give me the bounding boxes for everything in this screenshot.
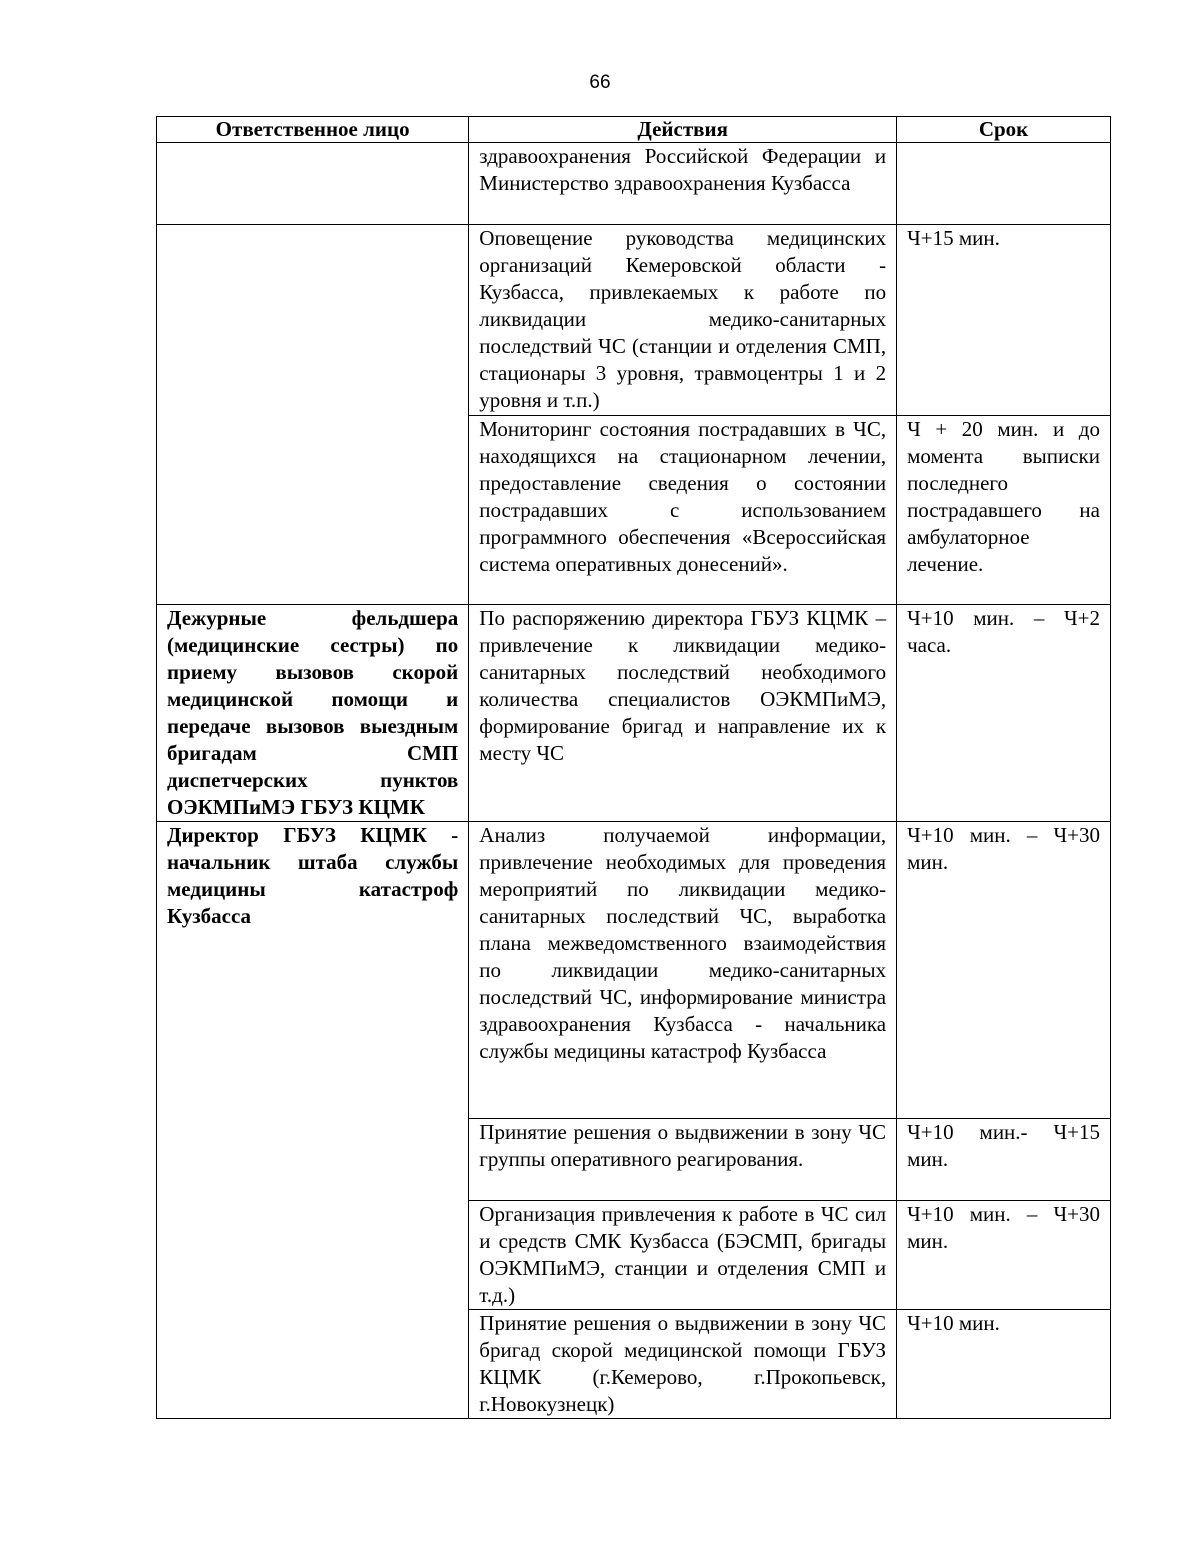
action-cell: Организация привлечения к работе в ЧС сил и средств СМК Кузбасса (БЭСМП, бригады ОЭКМПиМЭ, станции и отделения СМП и т.д.)	[469, 1201, 897, 1310]
table-row	[157, 143, 1111, 225]
action-cell	[469, 225, 897, 416]
table-row	[157, 822, 1111, 1119]
action-cell: Принятие решения о выдвижении в зону ЧС группы оперативного реагирования.	[469, 1119, 897, 1201]
term-cell: Ч+10 мин. – Ч+30 мин.	[897, 822, 1111, 1119]
action-cell: По распоряжению директора ГБУЗ КЦМК – привлечение к ликвидации медико-санитарных последствий необходимого количества специалистов ОЭКМПиМЭ, формирование бригад и направление их к месту ЧС	[469, 605, 897, 822]
table-row	[157, 225, 1111, 416]
responsibility-table	[156, 116, 1111, 1419]
action-text: Мониторинг состояния пострадавших в ЧС, находящихся на стационарном лечении, предоставление сведения о состоянии пострадавших с использованием программного обеспечения «Всероссийская система оперативных донесений».	[479, 417, 887, 576]
action-cell: Принятие решения о выдвижении в зону ЧС бригад скорой медицинской помощи ГБУЗ КЦМК (г.Кемерово, г.Прокопьевск, г.Новокузнецк)	[469, 1310, 897, 1419]
person-cell-empty	[157, 225, 469, 605]
action-text: Оповещение руководства медицинских организаций Кемеровской области - Кузбасса, привлекаемых к работе по ликвидации медико-санитарных последствий ЧС (станции и отделения СМП, стационары 3 уровня, травмоцентры 1 и 2 уровня и т.п.)	[479, 226, 887, 412]
page-number: 66	[589, 72, 611, 93]
table-header-row	[157, 117, 1111, 143]
header-person: Ответственное лицо	[157, 117, 469, 143]
term-cell: Ч+10 мин. – Ч+2 часа.	[897, 605, 1111, 822]
action-cell: Анализ получаемой информации, привлечение необходимых для проведения мероприятий по ликвидации медико-санитарных последствий ЧС, выработка плана межведомственного взаимодействия по ликвидации медико-санитарных последствий ЧС, информирование министра здравоохранения Кузбасса - начальника службы медицины катастроф Кузбасса	[469, 822, 897, 1119]
term-cell: Ч+10 мин.	[897, 1310, 1111, 1419]
person-cell: Директор ГБУЗ КЦМК - начальник штаба службы медицины катастроф Кузбасса	[157, 822, 469, 1419]
table-row	[157, 605, 1111, 822]
term-cell	[897, 143, 1111, 225]
term-cell: Ч+10 мин. – Ч+30 мин.	[897, 1201, 1111, 1310]
term-cell: Ч+10 мин.- Ч+15 мин.	[897, 1119, 1111, 1201]
term-cell: Ч+15 мин.	[897, 225, 1111, 416]
person-cell-empty	[157, 143, 469, 225]
term-cell: Ч + 20 мин. и до момента выписки последнего пострадавшего на амбулаторное лечение.	[897, 416, 1111, 605]
header-actions: Действия	[469, 117, 897, 143]
action-text: здравоохранения Российской Федерации и Министерство здравоохранения Кузбасса	[479, 144, 887, 195]
header-term: Срок	[897, 117, 1111, 143]
action-cell	[469, 143, 897, 225]
person-cell: Дежурные фельдшера (медицинские сестры) по приему вызовов скорой медицинской помощи и передаче вызовов выездным бригадам СМП диспетчерских пунктов ОЭКМПиМЭ ГБУЗ КЦМК	[157, 605, 469, 822]
action-cell	[469, 416, 897, 605]
